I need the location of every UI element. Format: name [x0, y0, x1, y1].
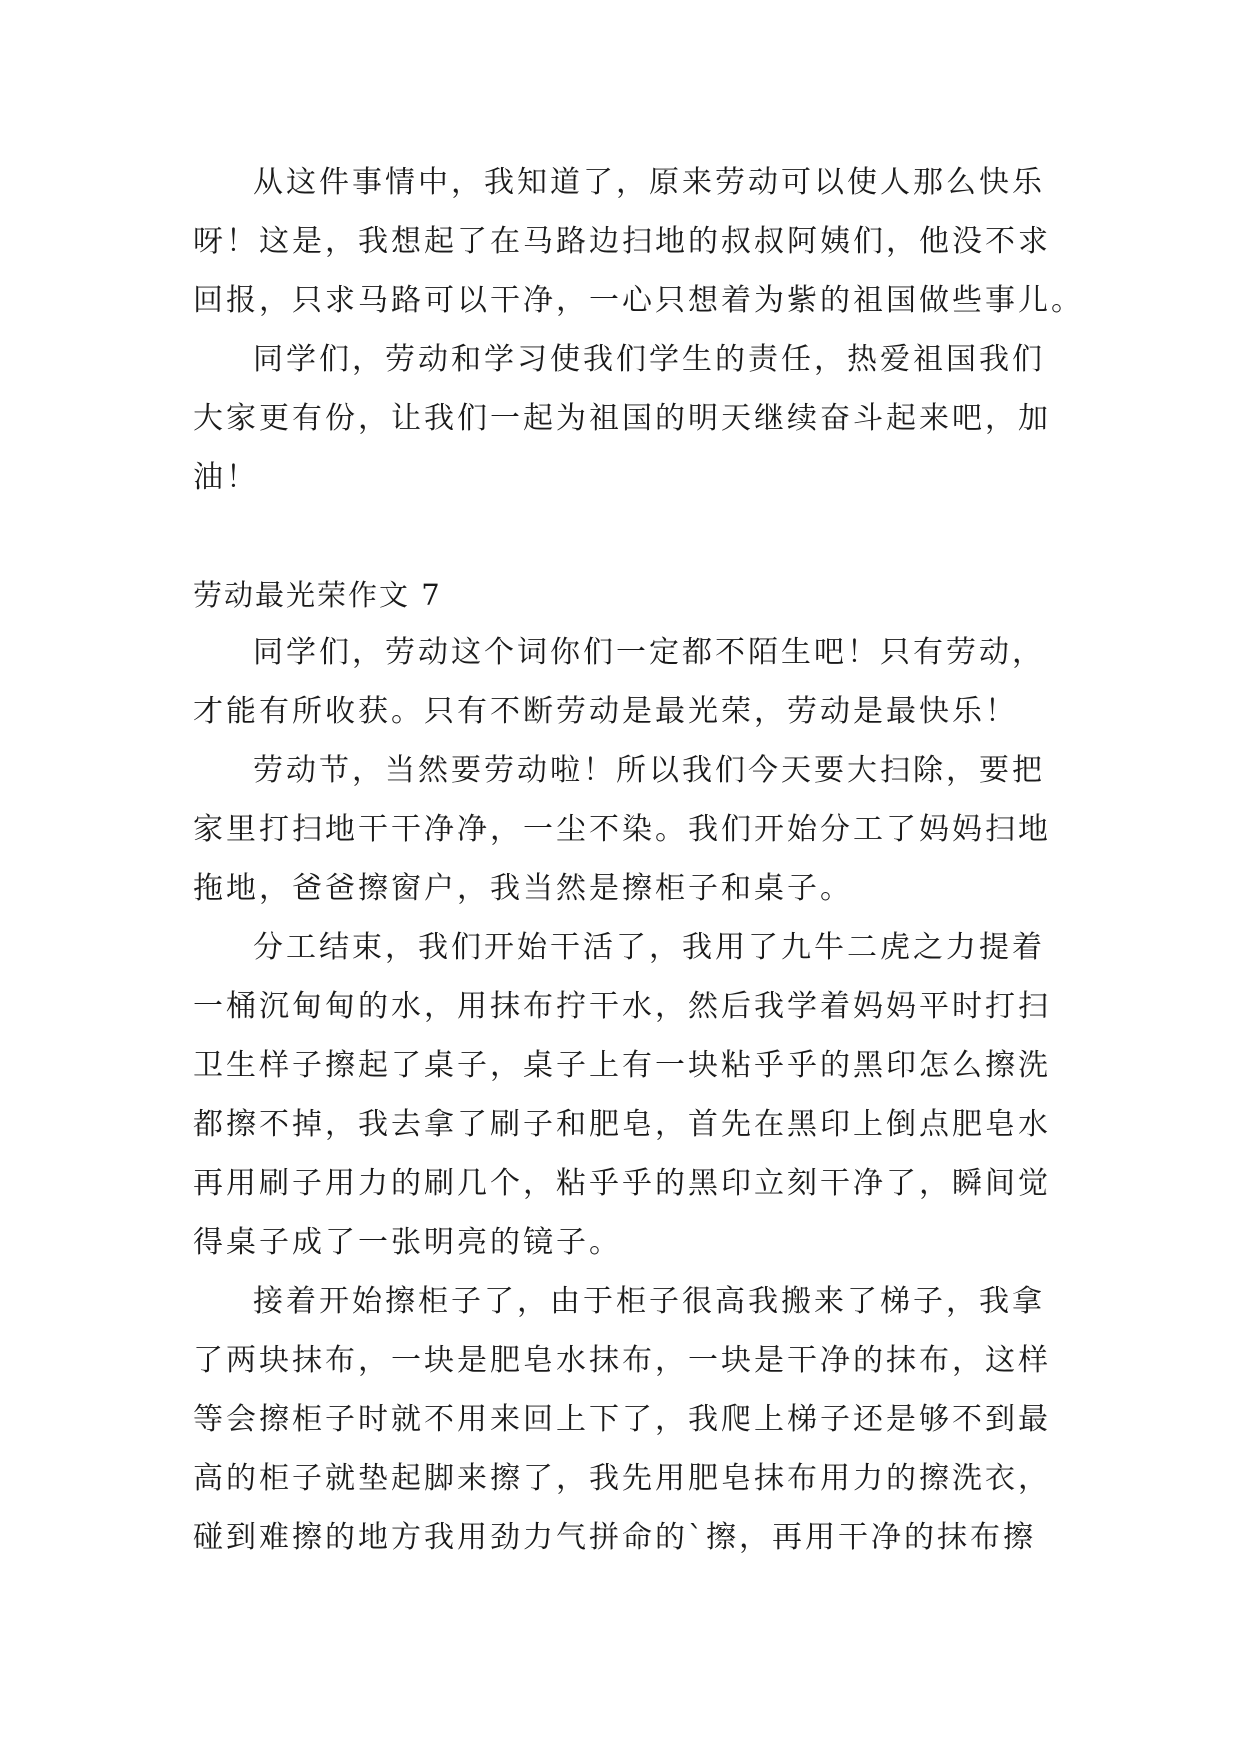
paragraph-line: 呀！这是，我想起了在马路边扫地的叔叔阿姨们，他没不求 [193, 224, 1051, 259]
paragraph-line: 碰到难擦的地方我用劲力气拼命的`擦，再用干净的抹布擦 [193, 1520, 1036, 1555]
paragraph-line: 家里打扫地干干净净，一尘不染。我们开始分工了妈妈扫地 [193, 812, 1051, 847]
paragraph-line: 分工结束，我们开始干活了，我用了九牛二虎之力提着 [253, 930, 1045, 965]
paragraph-line: 高的柜子就垫起脚来擦了，我先用肥皂抹布用力的擦洗衣， [193, 1461, 1051, 1496]
paragraph-line: 都擦不掉，我去拿了刷子和肥皂，首先在黑印上倒点肥皂水 [193, 1107, 1051, 1142]
paragraph-line: 同学们，劳动这个词你们一定都不陌生吧！只有劳动， [253, 635, 1045, 670]
paragraph-line: 了两块抹布，一块是肥皂水抹布，一块是干净的抹布，这样 [193, 1343, 1051, 1378]
paragraph-line: 大家更有份，让我们一起为祖国的明天继续奋斗起来吧，加 [193, 401, 1051, 436]
paragraph-line: 同学们，劳动和学习使我们学生的责任，热爱祖国我们 [253, 342, 1045, 377]
paragraph-line: 才能有所收获。只有不断劳动是最光荣，劳动是最快乐！ [193, 694, 1018, 729]
paragraph-line: 一桶沉甸甸的水，用抹布拧干水，然后我学着妈妈平时打扫 [193, 989, 1051, 1024]
section-heading: 劳动最光荣作文 7 [193, 578, 442, 612]
paragraph-line: 接着开始擦柜子了，由于柜子很高我搬来了梯子，我拿 [253, 1284, 1045, 1319]
paragraph-line: 再用刷子用力的刷几个，粘乎乎的黑印立刻干净了，瞬间觉 [193, 1166, 1051, 1201]
paragraph-line: 油！ [193, 460, 259, 495]
paragraph-line: 卫生样子擦起了桌子，桌子上有一块粘乎乎的黑印怎么擦洗 [193, 1048, 1051, 1083]
paragraph-line: 从这件事情中，我知道了，原来劳动可以使人那么快乐 [253, 165, 1045, 200]
paragraph-line: 回报，只求马路可以干净，一心只想着为紫的祖国做些事儿。 [193, 283, 1084, 318]
paragraph-line: 劳动节，当然要劳动啦！所以我们今天要大扫除，要把 [253, 753, 1045, 788]
paragraph-line: 得桌子成了一张明亮的镜子。 [193, 1225, 622, 1260]
paragraph-line: 拖地，爸爸擦窗户，我当然是擦柜子和桌子。 [193, 871, 853, 906]
paragraph-line: 等会擦柜子时就不用来回上下了，我爬上梯子还是够不到最 [193, 1402, 1051, 1437]
